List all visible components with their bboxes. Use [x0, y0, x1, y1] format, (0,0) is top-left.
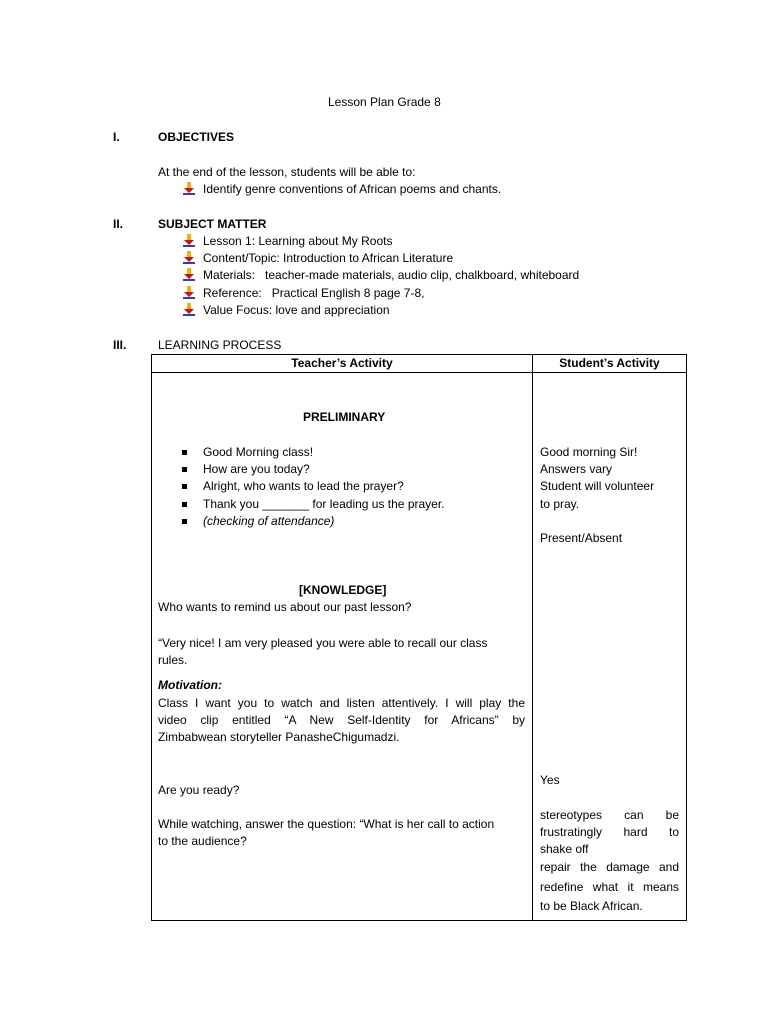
student-response: Good morning Sir! — [540, 445, 638, 459]
section-number: III. — [113, 338, 127, 352]
preliminary-heading: PRELIMINARY — [303, 410, 386, 424]
arrow-bullet-icon — [182, 268, 196, 282]
arrow-bullet-icon — [182, 303, 196, 317]
subject-item: Reference: Practical English 8 page 7-8, — [203, 286, 425, 300]
section-heading: LEARNING PROCESS — [158, 338, 282, 352]
square-bullet-icon — [182, 519, 187, 524]
knowledge-question: Who wants to remind us about our past lesson? — [158, 600, 412, 614]
student-answer: shake off — [540, 842, 589, 856]
square-bullet-icon — [182, 484, 187, 489]
watching-question: While watching, answer the question: “What is her call to action — [158, 817, 495, 831]
student-answer: frustratingly hard to — [540, 825, 679, 839]
section-number: II. — [113, 217, 124, 231]
knowledge-heading: [KNOWLEDGE] — [299, 583, 387, 597]
subject-item: Lesson 1: Learning about My Roots — [203, 234, 393, 248]
student-response: Student will volunteer — [540, 479, 655, 493]
student-activity-header: Student’s Activity — [533, 355, 687, 373]
subject-item: Value Focus: love and appreciation — [203, 303, 390, 317]
praise-text: “Very nice! I am very pleased you were able to recall our class — [158, 636, 488, 650]
teacher-activity-cell — [152, 373, 533, 921]
motivation-text: video clip entitled “A New Self-Identity for Africans” by — [158, 713, 525, 727]
table-header-row — [152, 355, 687, 373]
ready-question: Are you ready? — [158, 783, 240, 797]
section-number: I. — [113, 130, 120, 144]
student-answer: stereotypes can be — [540, 808, 679, 822]
preliminary-item: Alright, who wants to lead the prayer? — [203, 479, 404, 493]
student-response: Answers vary — [540, 462, 613, 476]
student-response: Present/Absent — [540, 531, 623, 545]
preliminary-item: (checking of attendance) — [203, 514, 335, 528]
learning-process-table — [151, 354, 687, 921]
preliminary-item: Good Morning class! — [203, 445, 314, 459]
subject-item: Content/Topic: Introduction to African Literature — [203, 251, 454, 265]
motivation-text: Class I want you to watch and listen attentively. I will play the — [158, 696, 525, 710]
arrow-bullet-icon — [182, 182, 196, 196]
arrow-bullet-icon — [182, 251, 196, 265]
objectives-intro: At the end of the lesson, students will be able to: — [158, 165, 416, 179]
student-response: Yes — [540, 773, 560, 787]
square-bullet-icon — [182, 450, 187, 455]
student-answer: to be Black African. — [540, 899, 643, 913]
arrow-bullet-icon — [182, 286, 196, 300]
preliminary-item: How are you today? — [203, 462, 310, 476]
preliminary-item: Thank you _______ for leading us the prayer. — [203, 497, 445, 511]
student-answer: repair the damage and — [540, 860, 679, 874]
praise-text: rules. — [158, 653, 188, 667]
page-title: Lesson Plan Grade 8 — [328, 95, 441, 109]
motivation-label: Motivation: — [158, 678, 222, 692]
section-heading: OBJECTIVES — [158, 130, 235, 144]
watching-question: to the audience? — [158, 834, 247, 848]
student-answer: redefine what it means — [540, 880, 679, 894]
square-bullet-icon — [182, 502, 187, 507]
section-heading: SUBJECT MATTER — [158, 217, 267, 231]
square-bullet-icon — [182, 467, 187, 472]
student-response: to pray. — [540, 497, 580, 511]
arrow-bullet-icon — [182, 234, 196, 248]
teacher-activity-header: Teacher’s Activity — [152, 355, 533, 373]
table-row — [152, 373, 687, 921]
subject-item: Materials: teacher-made materials, audio clip, chalkboard, whiteboard — [203, 268, 580, 282]
motivation-text: Zimbabwean storyteller PanasheChigumadzi. — [158, 730, 400, 744]
objective-item: Identify genre conventions of African poems and chants. — [203, 182, 502, 196]
student-activity-cell — [533, 373, 687, 921]
